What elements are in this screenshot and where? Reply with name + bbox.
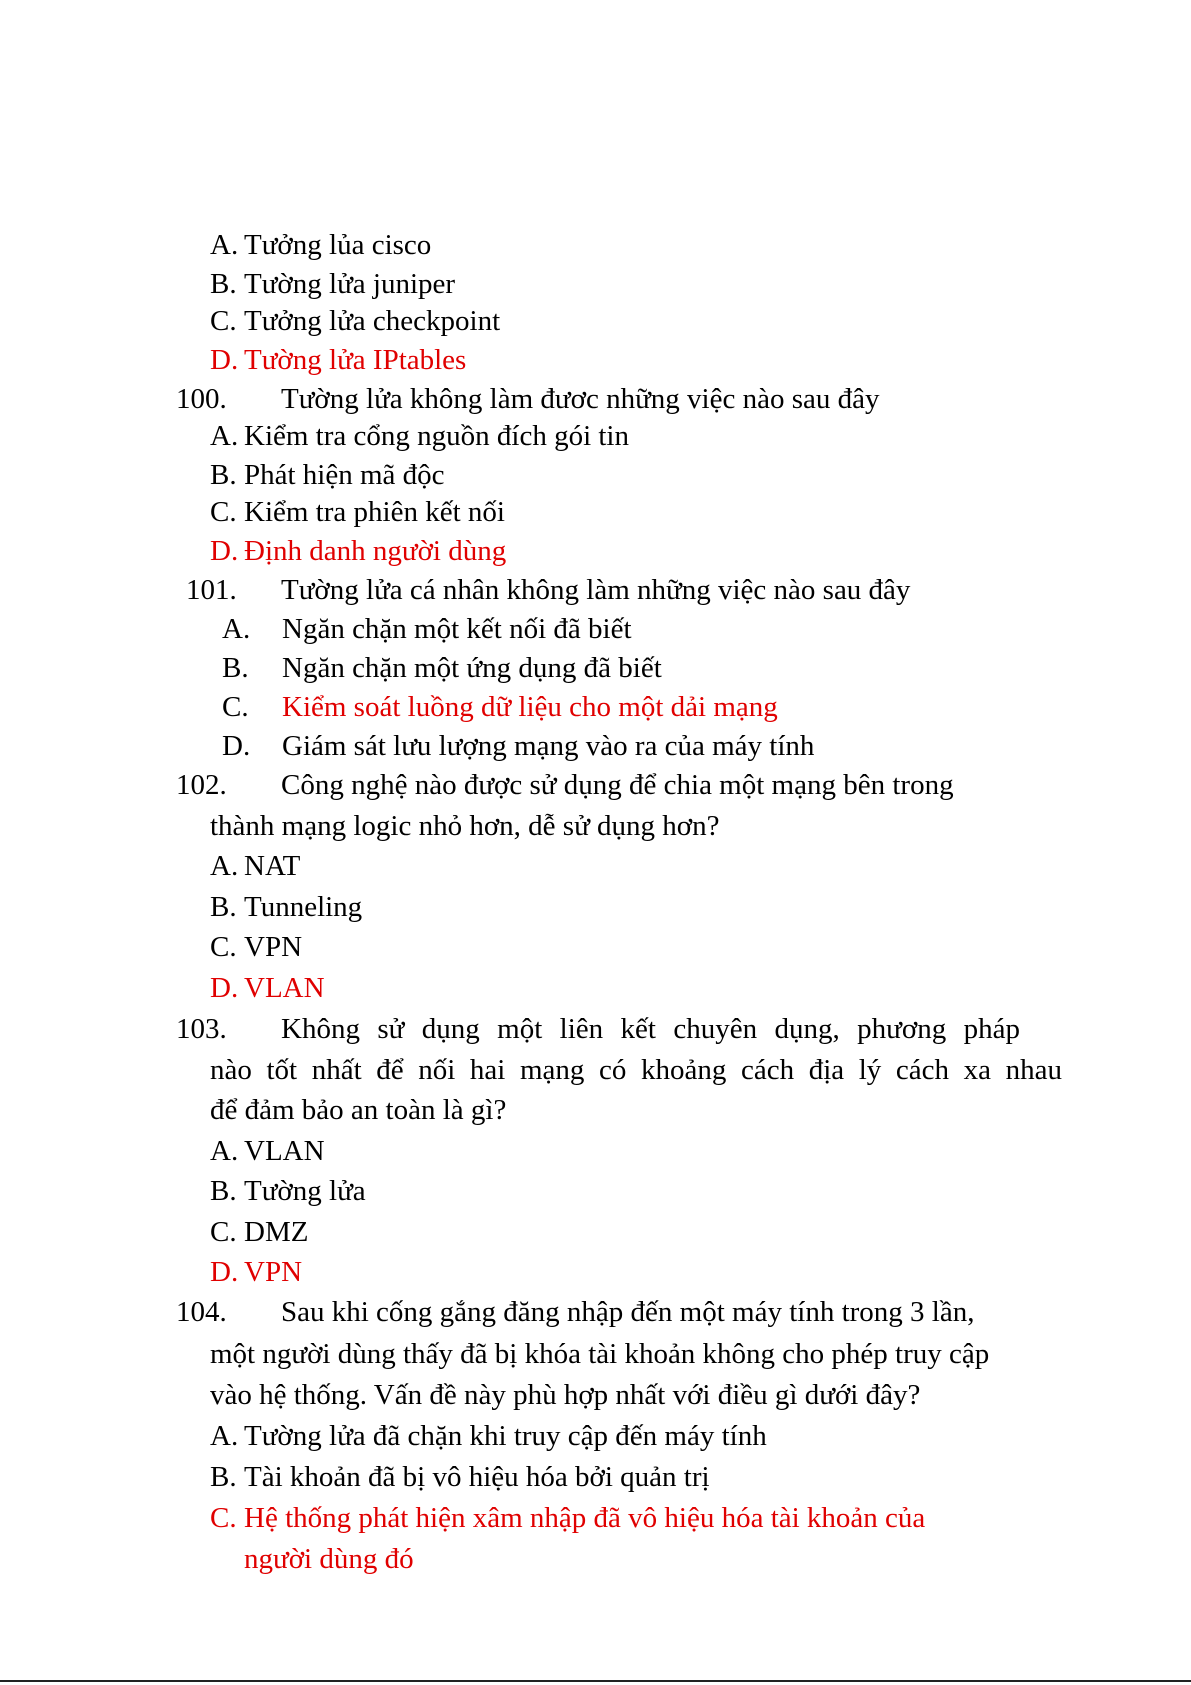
question-104-line2: một người dùng thấy đã bị khóa tài khoản không cho phép truy cập (210, 1338, 990, 1370)
option-d-correct: D. Tường lửa IPtables (210, 344, 467, 376)
option-b: B. Tường lửa juniper (210, 268, 456, 300)
option-c: C. DMZ (210, 1216, 309, 1248)
question-103-line3: để đảm bảo an toàn là gì? (210, 1094, 507, 1126)
question-102-line2: thành mạng logic nhỏ hơn, dễ sử dụng hơn? (210, 810, 720, 842)
option-d-correct: D. VPN (210, 1256, 303, 1288)
option-a: A. Tường lửa đã chặn khi truy cập đến máy tính (210, 1420, 767, 1452)
option-a: A. Ngăn chặn một kết nối đã biết (222, 613, 632, 645)
option-c: C. Tưởng lửa checkpoint (210, 305, 501, 337)
option-b: B. Ngăn chặn một ứng dụng đã biết (222, 652, 662, 684)
option-d-correct: D. Định danh người dùng (210, 535, 507, 567)
question-101: 101. Tường lửa cá nhân không làm những việc nào sau đây (186, 574, 911, 606)
question-102: 102. Công nghệ nào được sử dụng để chia một mạng bên trong (176, 769, 954, 801)
question-103-line2: nào tốt nhất để nối hai mạng có khoảng cách địa lý cách xa nhau (210, 1054, 1062, 1086)
option-a: A. VLAN (210, 1135, 325, 1167)
option-b: B. Tường lửa (210, 1175, 366, 1207)
option-b: B. Tunneling (210, 891, 363, 923)
option-d: D. Giám sát lưu lượng mạng vào ra của máy tính (222, 730, 815, 762)
option-d-correct: D. VLAN (210, 972, 325, 1004)
option-a: A. Tưởng lủa cisco (210, 229, 432, 261)
option-c: C. VPN (210, 931, 303, 963)
option-a: A. NAT (210, 850, 301, 882)
option-c: C. Kiểm tra phiên kết nối (210, 496, 505, 528)
question-103: 103. Không sử dụng một liên kết chuyên dụng, phương pháp (176, 1013, 1020, 1045)
option-b: B. Phát hiện mã độc (210, 459, 445, 491)
option-c-correct: C. Hệ thống phát hiện xâm nhập đã vô hiệu hóa tài khoản của (210, 1502, 926, 1534)
option-a: A. Kiểm tra cổng nguồn đích gói tin (210, 420, 629, 452)
question-100: 100. Tường lửa không làm đươc những việc nào sau đây (176, 383, 880, 415)
question-104: 104. Sau khi cống gắng đăng nhập đến một máy tính trong 3 lần, (176, 1296, 975, 1328)
option-b: B. Tài khoản đã bị vô hiệu hóa bởi quản trị (210, 1461, 710, 1493)
page-bottom-divider (0, 1680, 1191, 1682)
option-c-continued: người dùng đó (244, 1543, 414, 1575)
question-104-line3: vào hệ thống. Vấn đề này phù hợp nhất với điều gì dưới đây? (210, 1379, 921, 1411)
option-c-correct: C. Kiểm soát luồng dữ liệu cho một dải mạng (222, 691, 778, 723)
